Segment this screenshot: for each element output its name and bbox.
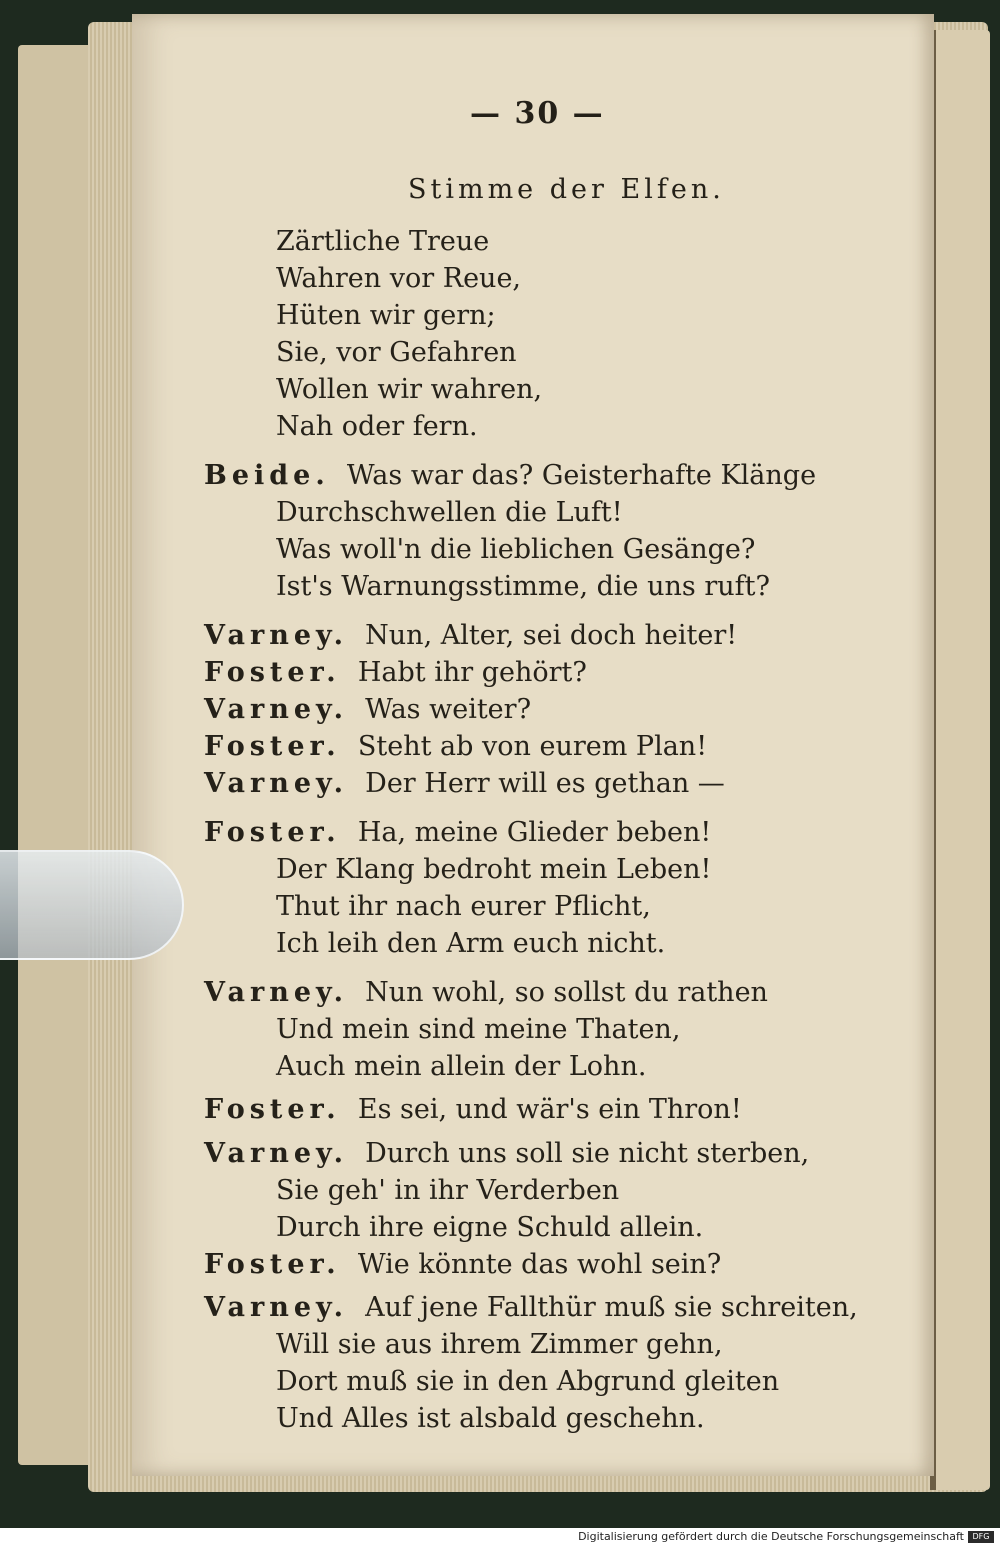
verse-line: Varney. Nun, Alter, sei doch heiter! <box>204 620 738 651</box>
verse-line: Durch ihre eigne Schuld allein. <box>276 1212 704 1243</box>
verse-line: Nah oder fern. <box>276 411 478 442</box>
verse-line: Der Klang bedroht mein Leben! <box>276 854 712 885</box>
verse-line: Wahren vor Reue, <box>276 263 522 294</box>
verse-line: Varney. Was weiter? <box>204 694 532 725</box>
speaker-name: Varney. <box>204 1292 348 1323</box>
digitization-footer <box>0 1528 1000 1547</box>
verse-line: Foster. Steht ab von eurem Plan! <box>204 731 708 762</box>
verse-line: Beide. Was war das? Geisterhafte Klänge <box>204 460 817 491</box>
verse-line: Hüten wir gern; <box>276 300 496 331</box>
speaker-name: Beide. <box>204 460 330 491</box>
section-header: Stimme der Elfen. <box>408 174 725 205</box>
verse-line: Foster. Ha, meine Glieder beben! <box>204 817 712 848</box>
verse-line: Wollen wir wahren, <box>276 374 543 405</box>
verse-line: Und mein sind meine Thaten, <box>276 1014 681 1045</box>
verse-line: Was woll'n die lieblichen Gesänge? <box>276 534 756 565</box>
verse-line: Thut ihr nach eurer Pflicht, <box>276 891 651 922</box>
dfg-logo: DFG <box>968 1531 994 1543</box>
verse-line: Varney. Der Herr will es gethan — <box>204 768 725 799</box>
speaker-name: Varney. <box>204 768 348 799</box>
page-clip <box>0 850 184 960</box>
page-number: — 30 — <box>470 96 605 131</box>
speaker-name: Foster. <box>204 1249 341 1280</box>
verse-line: Ich leih den Arm euch nicht. <box>276 928 666 959</box>
book-page <box>132 14 934 1476</box>
verse-line: Durchschwellen die Luft! <box>276 497 623 528</box>
speaker-name: Foster. <box>204 657 341 688</box>
verse-line: Foster. Wie könnte das wohl sein? <box>204 1249 722 1280</box>
verse-line: Varney. Nun wohl, so sollst du rathen <box>204 977 768 1008</box>
verse-line: Varney. Auf jene Fallthür muß sie schreiten, <box>204 1292 858 1323</box>
speaker-name: Varney. <box>204 977 348 1008</box>
speaker-name: Varney. <box>204 1138 348 1169</box>
speaker-name: Foster. <box>204 731 341 762</box>
verse-line: Ist's Warnungsstimme, die uns ruft? <box>276 571 770 602</box>
speaker-name: Foster. <box>204 817 341 848</box>
verse-line: Sie geh' in ihr Verderben <box>276 1175 620 1206</box>
facing-page-edge <box>930 30 990 1490</box>
speaker-name: Varney. <box>204 694 348 725</box>
verse-line: Und Alles ist alsbald geschehn. <box>276 1403 705 1434</box>
verse-line: Zärtliche Treue <box>276 226 490 257</box>
speaker-name: Foster. <box>204 1094 341 1125</box>
verse-line: Will sie aus ihrem Zimmer gehn, <box>276 1329 723 1360</box>
verse-line: Foster. Habt ihr gehört? <box>204 657 587 688</box>
footer-credit: Digitalisierung gefördert durch die Deutsche Forschungsgemeinschaft <box>578 1530 964 1543</box>
speaker-name: Varney. <box>204 620 348 651</box>
verse-line: Sie, vor Gefahren <box>276 337 517 368</box>
book-cover-edge <box>18 45 98 1465</box>
verse-line: Foster. Es sei, und wär's ein Thron! <box>204 1094 742 1125</box>
verse-line: Dort muß sie in den Abgrund gleiten <box>276 1366 780 1397</box>
verse-line: Varney. Durch uns soll sie nicht sterben, <box>204 1138 810 1169</box>
verse-line: Auch mein allein der Lohn. <box>276 1051 647 1082</box>
